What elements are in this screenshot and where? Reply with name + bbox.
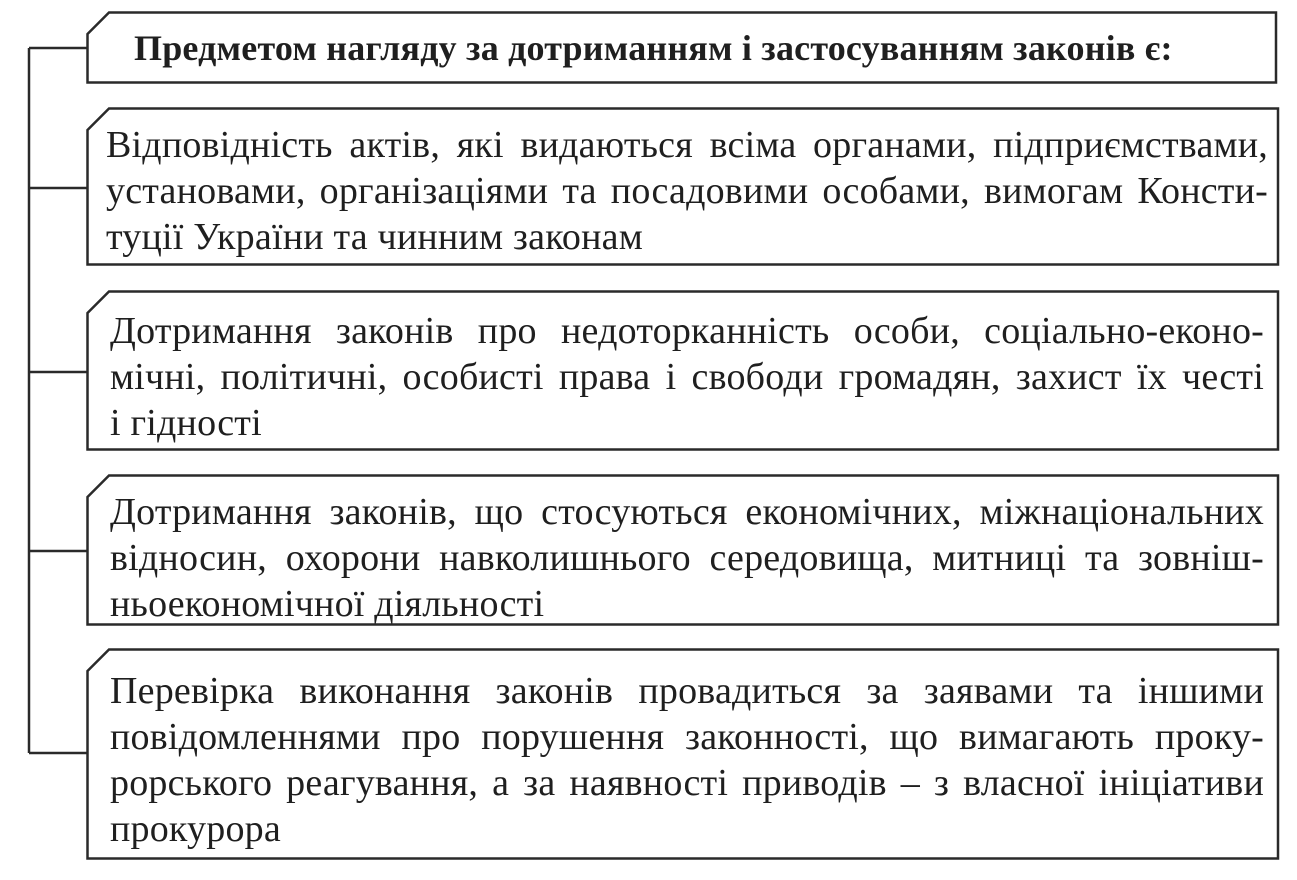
subject-3-line-2: відносин, охорони навколишнього середовища, митниці та зовніш- (110, 537, 1264, 579)
subject-4-line-4: прокурора (110, 808, 281, 850)
subject-2-line-3: і гідності (110, 402, 262, 444)
subject-box-3 (86, 474, 1280, 626)
subject-4-line-1: Перевірка виконання законів провадиться за заявами та іншими (110, 670, 1264, 712)
header-title: Предметом нагляду за дотриманням і застосуванням законів є: (134, 28, 1173, 68)
subject-1-line-2: установами, організаціями та посадовими особами, вимогам Консти- (106, 170, 1268, 212)
subject-3-line-3: ньоекономічної діяльності (110, 583, 545, 625)
subject-4-line-2: повідомленнями про порушення законності, що вимагають проку- (110, 716, 1264, 758)
subject-1-text (106, 122, 1268, 260)
subject-2-line-1: Дотримання законів про недоторканність особи, соціально-еконо- (110, 310, 1264, 352)
subject-1-line-3: туції України та чинним законам (106, 216, 643, 258)
subject-box-1 (86, 107, 1280, 266)
subject-2-text (110, 308, 1264, 446)
subject-1-line-1: Відповідність актів, які видаються всіма органами, підприємствами, (106, 124, 1268, 166)
header-box (86, 11, 1278, 84)
subject-4-text (110, 668, 1264, 852)
subject-3-text (110, 489, 1264, 627)
subject-4-line-3: рорського реагування, а за наявності приводів – з власної ініціативи (110, 762, 1264, 804)
subject-box-4 (86, 648, 1280, 860)
subject-box-2 (86, 290, 1280, 451)
subject-2-line-2: мічні, політичні, особисті права і свободи громадян, захист їх честі (110, 356, 1264, 398)
subject-3-line-1: Дотримання законів, що стосуються економічних, міжнаціональних (110, 491, 1264, 533)
